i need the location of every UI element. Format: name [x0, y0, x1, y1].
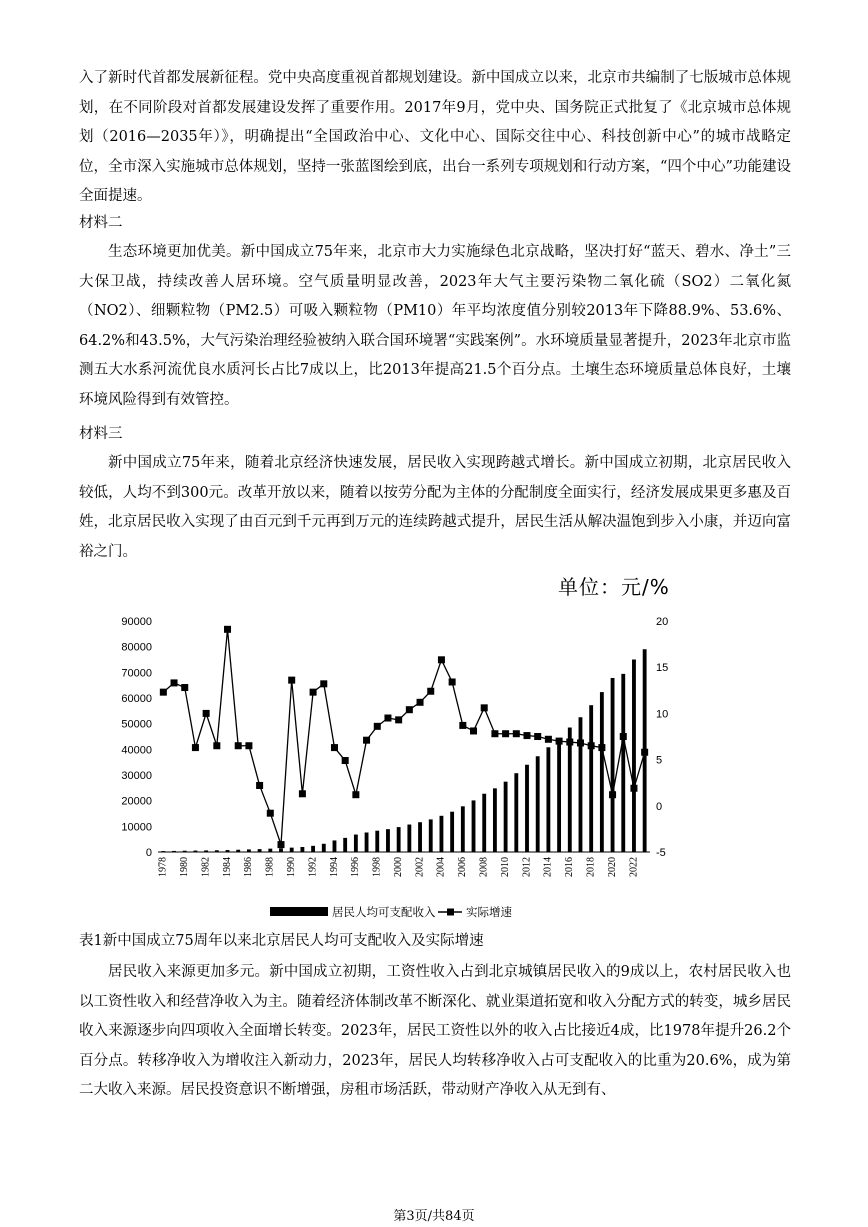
income-bar: [311, 846, 315, 852]
x-tick-label: 1992: [307, 857, 319, 877]
x-tick-label: 1996: [350, 857, 362, 877]
income-bar: [354, 835, 358, 852]
growth-point: [427, 688, 434, 695]
income-bar: [493, 788, 497, 852]
x-tick-label: 1994: [328, 857, 340, 877]
growth-point: [524, 732, 531, 739]
paragraph-4: 居民收入来源更加多元。新中国成立初期，工资性收入占到北京城镇居民收入的9成以上，农村居民收入也以工资性收入和经营净收入为主。随着经济体制改革不断深化、就业渠道拓宽和收入分配方式的转变，城乡居民收入来源逐步向四项收入全面增长转变。2023年，居民工资性以外的收入占比接近4成，比1978年提升26.2个百分点。转移净收入为增收注入新动力，2023年，居民人均转移净收入占可支配收入的比重为20.6%，成为第二大收入来源。居民投资意识不断增强，房租市场活跃，带动财产净收入从无到有、: [79, 964, 791, 1099]
y-right-tick-label: 0: [656, 800, 663, 813]
x-tick-label: 1978: [157, 857, 169, 877]
growth-point: [235, 742, 242, 749]
growth-point: [620, 733, 627, 740]
income-bar: [279, 848, 283, 852]
growth-point: [545, 736, 552, 743]
growth-point: [609, 791, 616, 798]
growth-point: [288, 677, 295, 684]
legend-label-growth: 实际增速: [466, 905, 512, 919]
legend-label-income: 居民人均可支配收入: [332, 905, 436, 919]
growth-point: [245, 742, 252, 749]
income-bar: [290, 848, 294, 852]
income-bar: [429, 819, 433, 852]
income-bar: [172, 851, 176, 852]
income-bar: [300, 847, 304, 852]
growth-point: [384, 715, 391, 722]
income-bar: [407, 825, 411, 852]
income-bar: [568, 728, 572, 852]
income-bar: [472, 800, 476, 852]
growth-point: [459, 722, 466, 729]
income-bar: [482, 794, 486, 852]
paragraph-2: 生态环境更加优美。新中国成立75年来，北京市大力实施绿色北京战略，坚决打好“蓝天、碧水、净土”三大保卫战，持续改善人居环境。空气质量明显改善，2023年大气主要污染物二氧化硫（SO2）二氧化氮（NO2）、细颗粒物（PM2.5）可吸入颗粒物（PM10）年平均浓度值分别较2013年下降88.9%、53.6%、64.2%和43.5%，大气污染治理经验被纳入联合国环境署“实践案例”。水环境质量显著提升，2023年北京市监测五大水系河流优良水质河长占比7成以上，比2013年提高21.5个百分点。土壤生态环境质量总体良好，土壤环境风险得到有效管控。: [79, 244, 791, 408]
growth-point: [481, 704, 488, 711]
growth-point: [577, 739, 584, 746]
x-tick-label: 2014: [542, 857, 554, 877]
paragraph-3: 新中国成立75年来，随着北京经济快速发展，居民收入实现跨越式增长。新中国成立初期，北京居民收入较低，人均不到300元。改革开放以来，随着以按劳分配为主体的分配制度全面实行，经济发展成果更多惠及百姓，北京居民收入实现了由百元到千元再到万元的连续跨越式提升，居民生活从解决温饱到步入小康，并迈向富裕之门。: [79, 455, 791, 560]
income-bar: [600, 692, 604, 852]
growth-point: [181, 684, 188, 691]
income-bar: [236, 850, 240, 852]
y-left-tick-label: 50000: [121, 718, 152, 731]
y-right-tick-label: 20: [656, 616, 669, 628]
growth-point: [513, 730, 520, 737]
growth-point: [630, 785, 637, 792]
y-left-tick-label: 40000: [121, 744, 152, 757]
page-footer: 第3页/共84页: [393, 1209, 475, 1224]
y-left-tick-label: 10000: [121, 821, 152, 834]
x-tick-label: 1980: [179, 857, 191, 877]
growth-point: [363, 737, 370, 744]
growth-point: [395, 716, 402, 723]
x-tick-label: 1988: [264, 857, 276, 877]
x-tick-label: 2022: [628, 857, 640, 877]
growth-point: [566, 739, 573, 746]
x-tick-label: 2000: [392, 857, 404, 877]
income-bar: [557, 739, 561, 852]
growth-point: [534, 733, 541, 740]
income-bar: [268, 849, 272, 852]
growth-point: [588, 742, 595, 749]
x-tick-label: 1982: [200, 857, 212, 877]
x-tick-label: 2004: [435, 857, 447, 877]
y-left-tick-label: 70000: [121, 667, 152, 680]
growth-point: [438, 656, 445, 663]
material-2-label: 材料二: [79, 215, 123, 231]
income-bar: [365, 832, 369, 852]
growth-point: [417, 699, 424, 706]
y-left-tick-label: 90000: [121, 616, 152, 628]
x-tick-label: 2012: [521, 857, 533, 877]
income-bar: [504, 782, 508, 852]
growth-point: [598, 744, 605, 751]
income-bar: [440, 816, 444, 852]
y-left-tick-label: 60000: [121, 693, 152, 705]
income-bar: [514, 773, 518, 852]
income-bar: [204, 850, 208, 852]
legend-point-swatch: [447, 909, 454, 916]
growth-line: [163, 629, 644, 844]
income-bar: [183, 851, 187, 852]
x-tick-label: 1998: [371, 857, 383, 877]
x-tick-label: 2018: [585, 857, 597, 877]
x-tick-label: 2010: [499, 857, 511, 877]
income-chart: [100, 565, 690, 930]
growth-point: [641, 749, 648, 756]
growth-point: [224, 626, 231, 633]
growth-point: [470, 727, 477, 734]
income-bar: [161, 851, 165, 852]
y-right-tick-label: -5: [656, 847, 666, 859]
income-bar: [418, 822, 422, 852]
x-tick-label: 2016: [564, 857, 576, 877]
growth-point: [320, 680, 327, 687]
income-bar: [579, 717, 583, 852]
growth-point: [556, 738, 563, 745]
income-bar: [343, 838, 347, 852]
x-tick-label: 2008: [478, 857, 490, 877]
income-bar: [194, 851, 198, 852]
income-bar: [215, 850, 219, 852]
growth-point: [256, 782, 263, 789]
income-bar: [546, 747, 550, 852]
growth-point: [299, 790, 306, 797]
y-right-tick-label: 15: [656, 662, 669, 675]
growth-point: [449, 678, 456, 685]
y-left-tick-label: 0: [145, 847, 152, 859]
chart-caption: 表1新中国成立75周年以来北京居民人均可支配收入及实际增速: [79, 933, 484, 949]
material-3-label: 材料三: [79, 426, 123, 442]
income-bar: [621, 674, 625, 852]
y-left-tick-label: 30000: [121, 770, 152, 782]
growth-point: [310, 689, 317, 696]
growth-point: [374, 723, 381, 730]
growth-point: [331, 744, 338, 751]
growth-point: [278, 841, 285, 848]
x-tick-label: 2006: [457, 857, 469, 877]
income-bar: [461, 806, 465, 852]
income-bar: [632, 660, 636, 853]
growth-point: [406, 706, 413, 713]
growth-point: [203, 710, 210, 717]
x-tick-label: 2002: [414, 857, 426, 877]
income-bar: [258, 849, 262, 852]
y-left-tick-label: 20000: [121, 795, 152, 808]
growth-point: [171, 679, 178, 686]
y-right-tick-label: 5: [656, 754, 663, 767]
income-bar: [322, 844, 326, 852]
income-bar: [247, 849, 251, 852]
growth-point: [213, 742, 220, 749]
income-bar: [611, 678, 615, 852]
x-tick-label: 1990: [285, 857, 297, 877]
x-tick-label: 1986: [243, 857, 255, 877]
income-bar: [536, 756, 540, 852]
income-bar: [386, 829, 390, 852]
chart-unit-label: 单位：元/%: [558, 575, 670, 599]
growth-point: [502, 730, 509, 737]
x-tick-label: 1984: [221, 857, 233, 877]
x-tick-label: 2020: [606, 857, 618, 877]
growth-point: [342, 757, 349, 764]
income-bar: [589, 705, 593, 852]
paragraph-1: 入了新时代首都发展新征程。党中央高度重视首都规划建设。新中国成立以来，北京市共编制了七版城市总体规划，在不同阶段对首都发展建设发挥了重要作用。2017年9月，党中央、国务院正式批复了《北京城市总体规划（2016—2035年）》，明确提出“全国政治中心、文化中心、国际交往中心、科技创新中心”的城市战略定位，全市深入实施城市总体规划，坚持一张蓝图绘到底，出台一系列专项规划和行动方案，“四个中心”功能建设全面提速。: [79, 70, 791, 205]
income-bar: [333, 840, 337, 852]
legend-bar-swatch: [270, 907, 328, 916]
income-bar: [525, 765, 529, 852]
growth-point: [491, 730, 498, 737]
income-bar: [226, 850, 230, 852]
income-bar: [375, 831, 379, 852]
income-bar: [450, 812, 454, 852]
y-right-tick-label: 10: [656, 708, 669, 721]
growth-point: [352, 791, 359, 798]
income-bar: [397, 827, 401, 852]
y-left-tick-label: 80000: [121, 641, 152, 654]
growth-point: [192, 744, 199, 751]
growth-point: [160, 689, 167, 696]
growth-point: [267, 810, 274, 817]
